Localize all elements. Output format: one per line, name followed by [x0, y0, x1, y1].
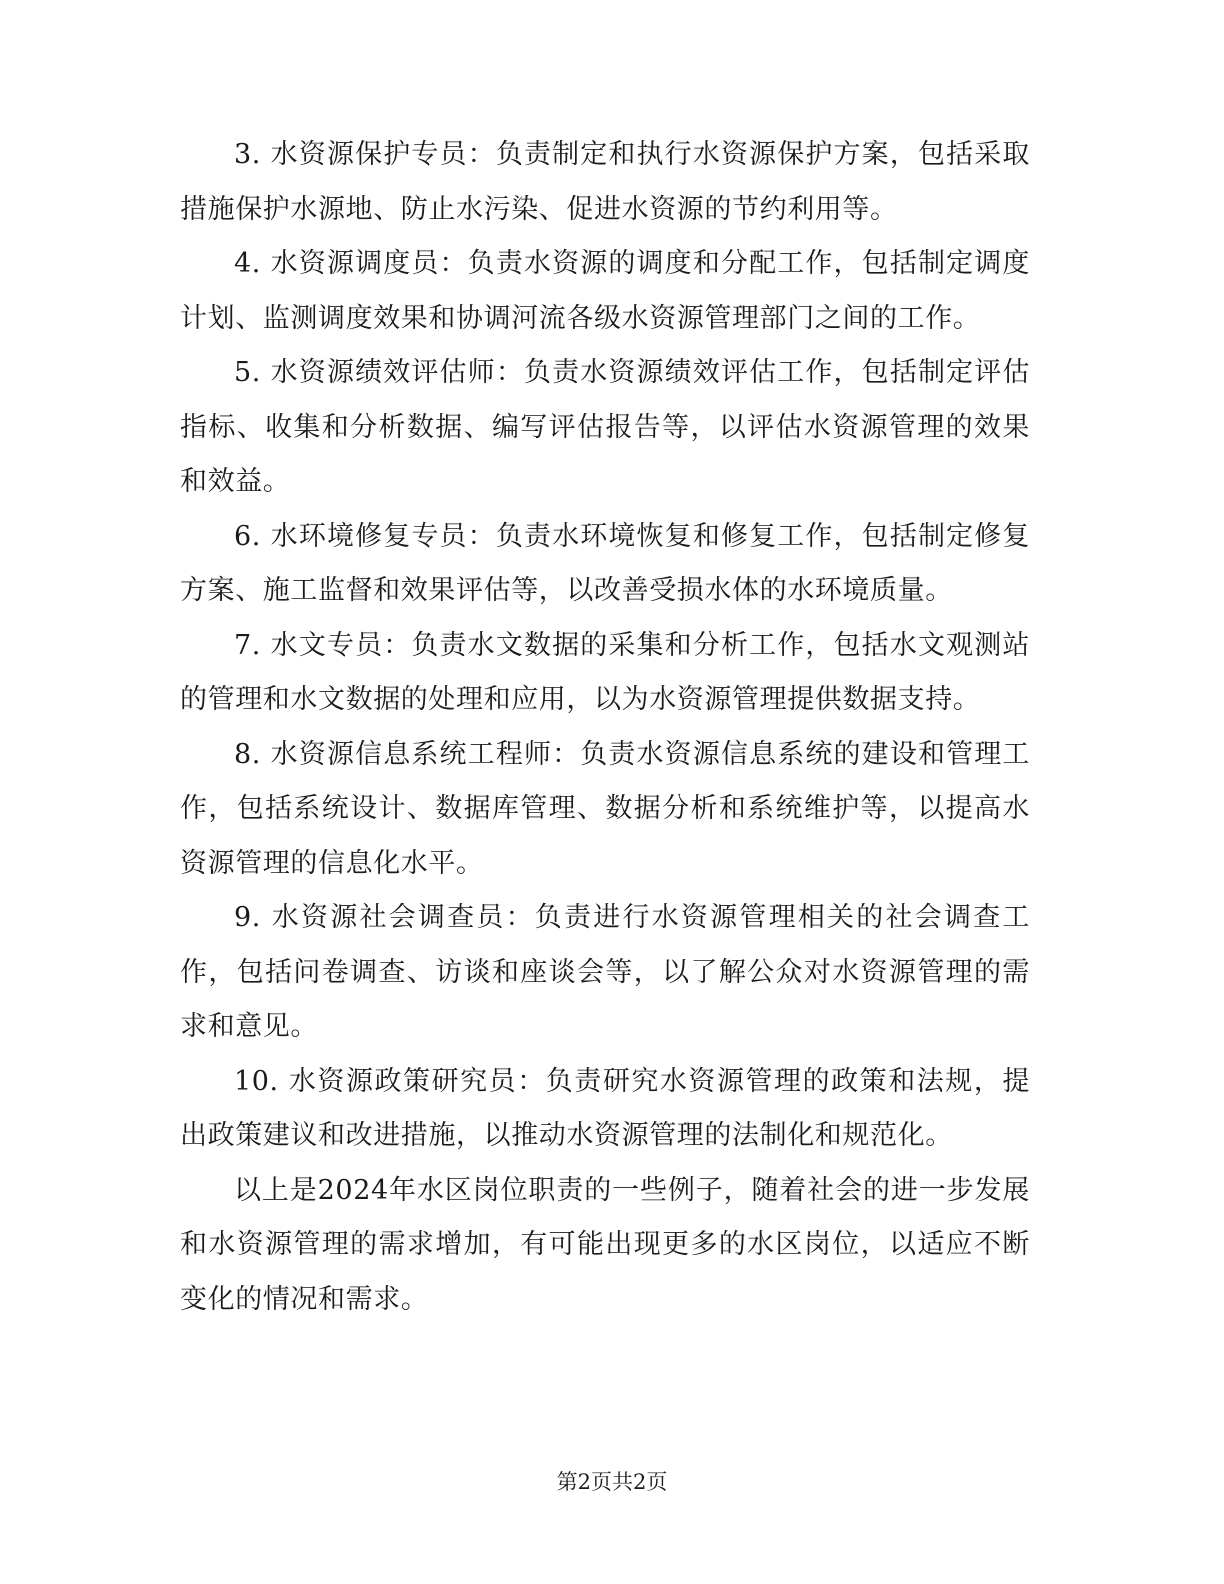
paragraph-item-8: 8. 水资源信息系统工程师：负责水资源信息系统的建设和管理工作，包括系统设计、数据库管理、数据分析和系统维护等，以提高水资源管理的信息化水平。 — [180, 738, 1030, 879]
paragraph-item-3: 3. 水资源保护专员：负责制定和执行水资源保护方案，包括采取措施保护水源地、防止水污染、促进水资源的节约利用等。 — [180, 139, 1030, 225]
paragraph-item-4: 4. 水资源调度员：负责水资源的调度和分配工作，包括制定调度计划、监测调度效果和协调河流各级水资源管理部门之间的工作。 — [180, 248, 1030, 334]
page-number-footer: 第2页共2页 — [556, 1470, 668, 1494]
document-body — [180, 128, 1030, 1327]
paragraph-item-6: 6. 水环境修复专员：负责水环境恢复和修复工作，包括制定修复方案、施工监督和效果评估等，以改善受损水体的水环境质量。 — [180, 520, 1030, 606]
paragraph-item-7: 7. 水文专员：负责水文数据的采集和分析工作，包括水文观测站的管理和水文数据的处理和应用，以为水资源管理提供数据支持。 — [180, 629, 1030, 715]
paragraph-summary: 以上是2024年水区岗位职责的一些例子，随着社会的进一步发展和水资源管理的需求增加，有可能出现更多的水区岗位，以适应不断变化的情况和需求。 — [180, 1174, 1030, 1315]
paragraph-item-9: 9. 水资源社会调查员：负责进行水资源管理相关的社会调查工作，包括问卷调查、访谈和座谈会等，以了解公众对水资源管理的需求和意见。 — [180, 902, 1030, 1042]
paragraph-item-5: 5. 水资源绩效评估师：负责水资源绩效评估工作，包括制定评估指标、收集和分析数据、编写评估报告等，以评估水资源管理的效果和效益。 — [180, 357, 1030, 497]
paragraph-item-10: 10. 水资源政策研究员：负责研究水资源管理的政策和法规，提出政策建议和改进措施，以推动水资源管理的法制化和规范化。 — [180, 1065, 1030, 1151]
